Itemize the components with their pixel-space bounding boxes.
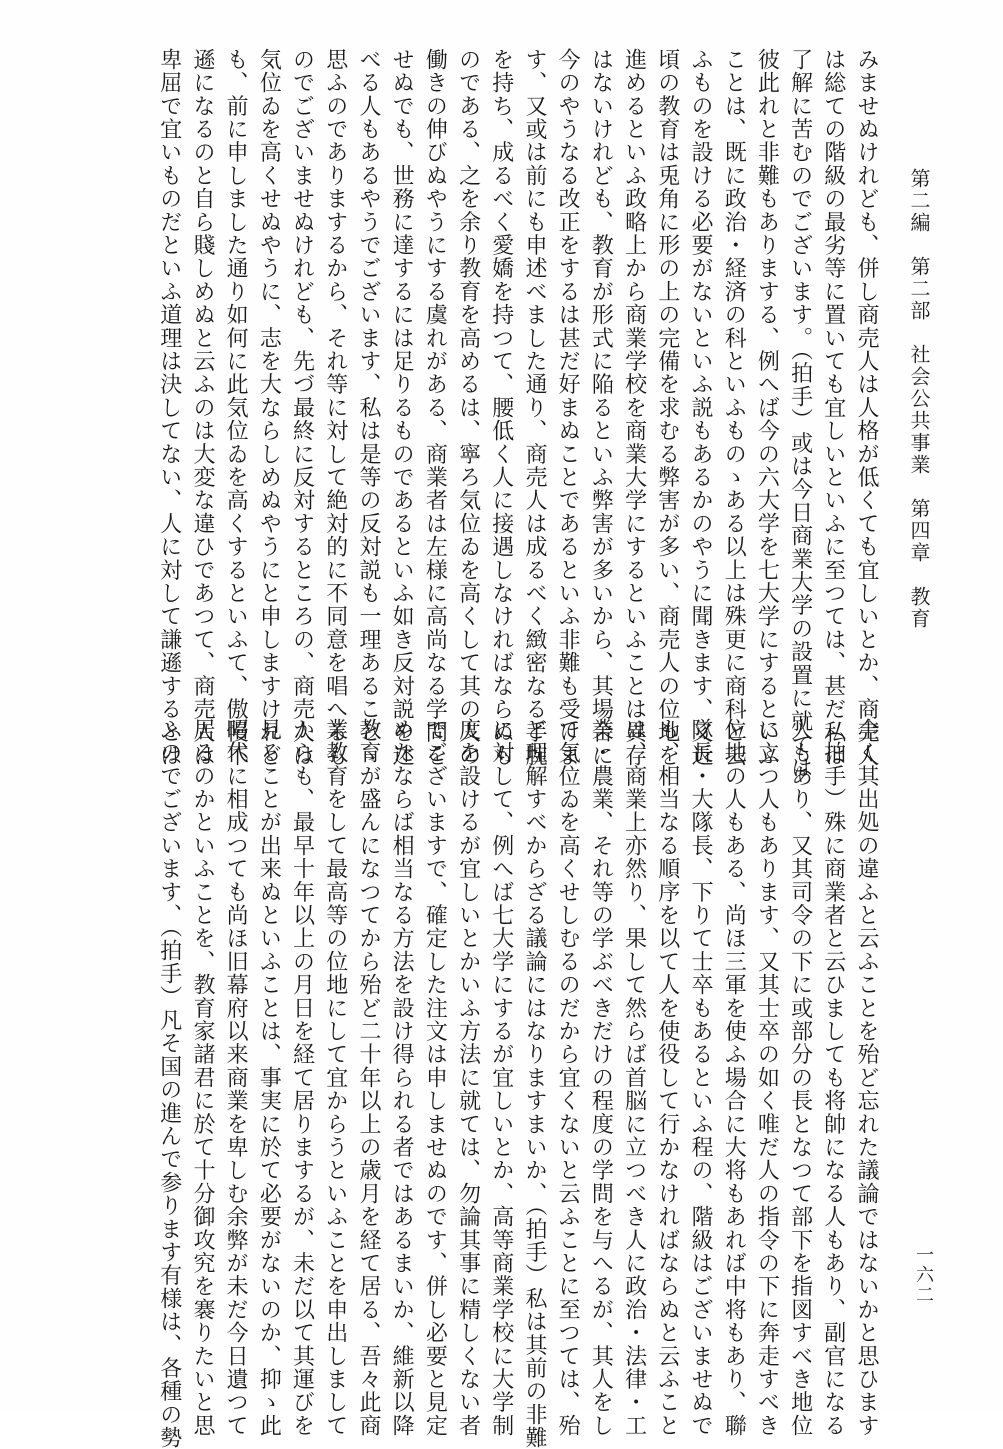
text-column: めたならば相当なる方法を設け得られる者ではあるまいか、維新以降 — [389, 718, 415, 1438]
text-column: ことは、既に政治・経済の科といふものゝある以上は殊更に商科と云 — [721, 48, 747, 768]
text-column: 今のやうなる改正をするは甚だ好まぬことであるといふ非難も受けま — [555, 48, 581, 768]
text-column: ふのでございます、（拍手）凡そ国の進んで参ります有様は、各種の勢 — [156, 718, 182, 1449]
text-column: ふものを設ける必要がないといふ説もあるかのやうに聞きます、又近 — [687, 48, 713, 768]
text-column: 進めるといふ政略上から商業学校を商業大学にするといふことは異存 — [621, 48, 647, 768]
text-column: 見ることが出来ぬといふことは、事実に於て必要がないのか、抑ゝ此 — [256, 718, 282, 1438]
page-number: 一六二 — [913, 1245, 934, 1305]
text-column: は総ての階級の最劣等に置いても宜しいといふに至つては、甚だ私は — [820, 48, 846, 768]
text-column: に対して、例へば七大学にするが宜しいとか、高等商業学校に大学制 — [488, 718, 514, 1438]
text-column: のである、之を余り教育を高めるは、寧ろ気位ゐを高くして其の人の — [455, 48, 481, 768]
text-column: 人もあり、又其司令の下に或部分の長となつて部下を指図すべき地位 — [787, 718, 813, 1438]
text-column: 卑屈で宜いものだといふ道理は決してない、人に対して謙遜するとは — [156, 48, 182, 768]
text-column: 隊長・大隊長、下りて士卒もあるといふ程の、階級はございませぬで — [687, 718, 713, 1438]
text-column: 昭代に相成つても尚ほ旧幕府以来商業を卑しむ余弊が未だ今日遺つて — [223, 718, 249, 1438]
text-column: 教育が盛んになつてから殆ど二十年以上の歳月を経て居る、吾々此商 — [355, 718, 381, 1438]
lower-text-block — [73, 718, 883, 1449]
text-column: 彼此れと非難もありまする、例へば今の六大学を七大学にするといふ — [754, 48, 780, 768]
text-column: 度を設けるが宜しいとかいふ方法に就ては、勿論其事に精しくない者 — [455, 718, 481, 1438]
text-column: 気位ゐを高くせぬやうに、志を大ならしめぬやうにと申しますけれど — [256, 48, 282, 768]
text-column: も、相当なる順序を以て人を使役して行かなければならぬと云ふこと — [654, 718, 680, 1438]
text-column: は、商業上亦然り、果して然らば首脳に立つべき人に政治・法律・工 — [621, 718, 647, 1438]
text-column: ど理解すべからざる議論にはなりますまいか、（拍手）私は其前の非難 — [521, 718, 547, 1449]
text-column: 了解に苦むのでございます。（拍手）或は今日商業大学の設置に就ては — [787, 48, 813, 780]
running-header: 第二編 第二部 社会公共事業 第四章 教育 — [907, 168, 931, 630]
text-column: でございますで、確定した注文は申しませぬのです、併し必要と見定 — [422, 718, 448, 1438]
text-column: はないけれども、教育が形式に陥るといふ弊害が多いから、其場合に — [588, 48, 614, 768]
text-column: （拍手）殊に商業者と云ひましても将帥になる人もあり、副官になる — [820, 718, 846, 1438]
text-column: 業教育をして最高等の位地にして宜からうといふことを申出しまして — [322, 718, 348, 1438]
text-column: 頃の教育は兎角に形の上の完備を求むる弊害が多い、商売人の位地を — [654, 48, 680, 768]
text-column: べる人もあるやうでございます、私は是等の反対説も一理あることゝ — [355, 48, 381, 768]
text-column: 働きの伸びぬやうにする虞れがある、商業者は左様に高尚なる学問を — [422, 48, 448, 768]
text-column: を持ち、成るべく愛嬌を持つて、腰低く人に接遇しなければならぬも — [488, 48, 514, 768]
text-column: 位地の人もある、尚ほ三軍を使ふ場合に大将もあれば中将もあり、聯 — [721, 718, 747, 1438]
text-column: す、又或は前にも申述べました通り、商売人は成るべく緻密なる手腕 — [521, 48, 547, 768]
text-column: 遜になるのと自ら賤しめぬと云ふのは大変な違ひであつて、商売人は — [189, 48, 215, 768]
text-column: 居るのかといふことを、教育家諸君に於て十分御攻究を褰りたいと思 — [189, 718, 215, 1438]
text-column: も、前に申しました通り如何に此気位ゐを高くするといふて、傲慢不 — [223, 48, 249, 768]
text-column: せぬでも、世務に達するには足りるものであるといふ如き反対説を述 — [389, 48, 415, 768]
text-column: みませぬけれども、併し商売人は人格が低くても宜しいとか、商売人 — [854, 48, 879, 768]
text-column: からも、最早十年以上の月日を経て居りまするが、未だ以て其運びを — [289, 718, 315, 1438]
upper-text-block — [73, 48, 883, 780]
text-column: のでございませぬけれども、先づ最終に反対するところの、商売人は — [289, 48, 315, 768]
text-column: に立つ人もあります、又其士卒の如く唯だ人の指令の下に奔走すべき — [754, 718, 780, 1438]
text-column: 全く其出処の違ふと云ふことを殆ど忘れた議論ではないかと思ひます — [854, 718, 879, 1438]
text-column: て気位ゐを高くせしむるのだから宜くないと云ふことに至つては、殆 — [555, 718, 581, 1438]
text-column: 業・農業、それ等の学ぶべきだけの程度の学問を与へるが、其人をし — [588, 718, 614, 1438]
text-column: 思ふのでありまするから、それ等に対して絶対的に不同意を唱へるも — [322, 48, 348, 768]
